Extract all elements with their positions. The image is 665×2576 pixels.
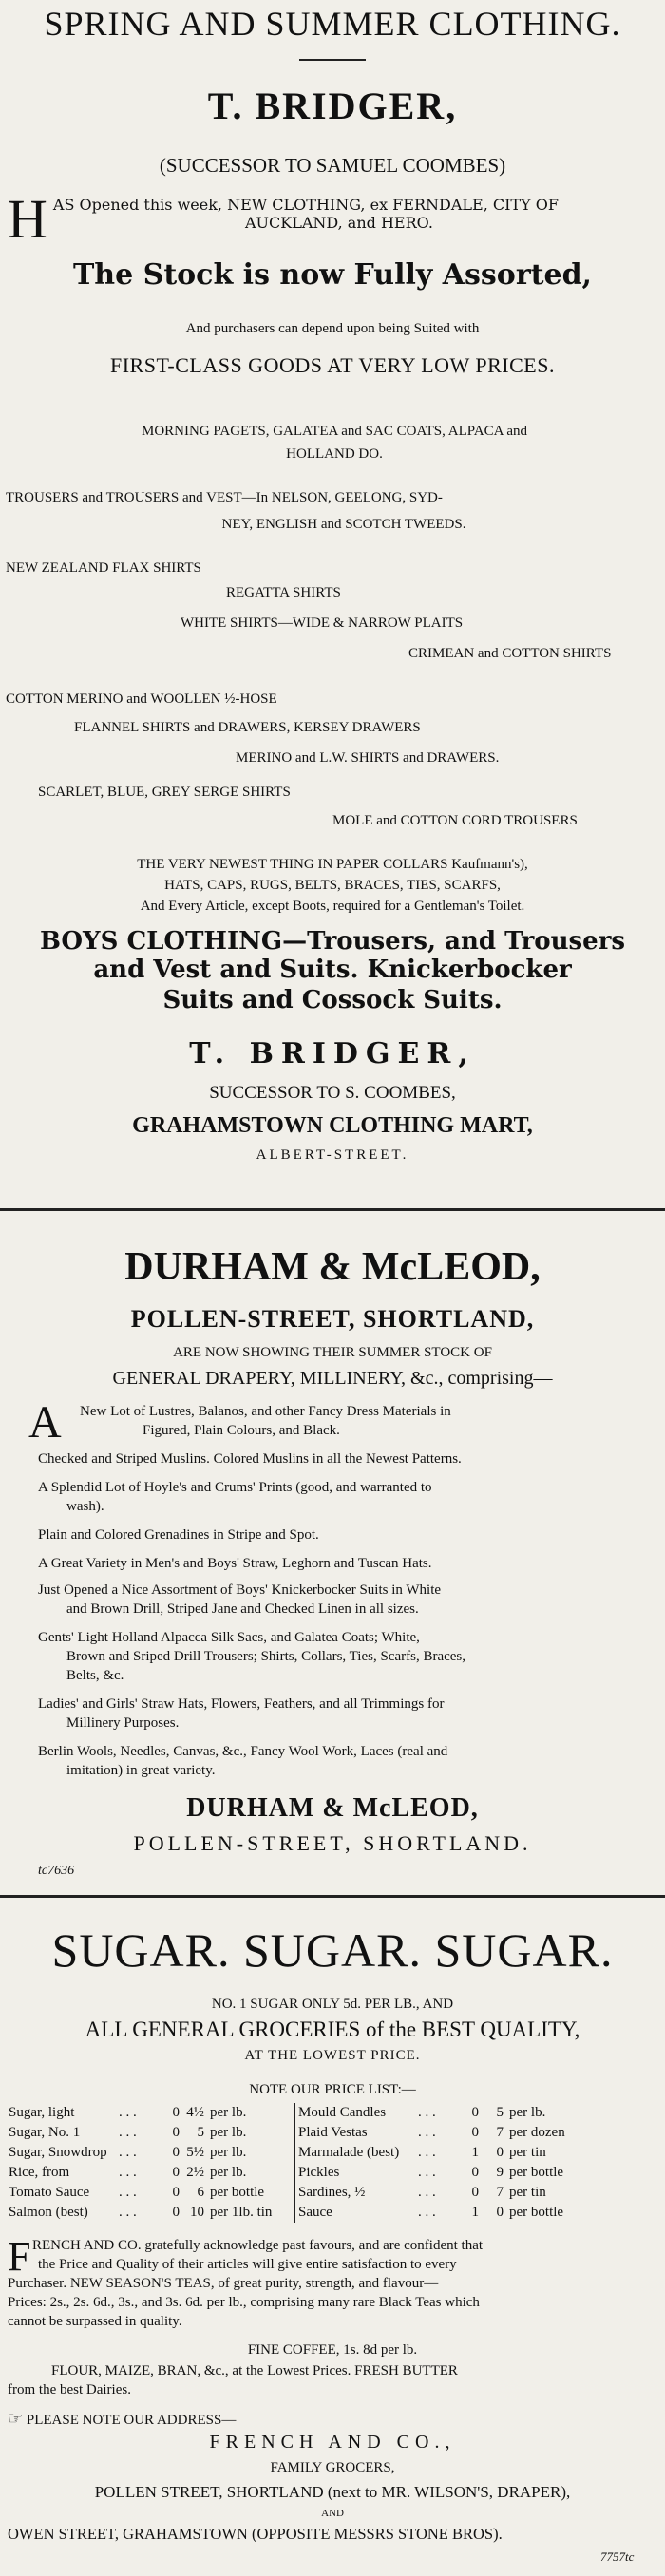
ad1-sig-name: T. BRIDGER, <box>189 1037 476 1070</box>
drop-cap: H <box>8 188 48 250</box>
address-note-text: PLEASE NOTE OUR ADDRESS— <box>26 2413 237 2428</box>
ad1-boys-2: and Vest and Suits. Knickerbocker <box>93 956 572 984</box>
price-cell: Plaid Vestas <box>295 2123 416 2143</box>
column-rule <box>0 1208 665 1211</box>
ad1-newest-3: And Every Article, except Boots, required for a Gentleman's Toilet. <box>140 899 525 914</box>
price-cell: per lb. <box>509 2105 546 2120</box>
price-cell: per tin <box>509 2185 546 2200</box>
ad2-para: Millinery Purposes. <box>66 1715 180 1731</box>
ad2-para: wash). <box>66 1499 104 1514</box>
price-cell: Sugar, light <box>9 2105 75 2120</box>
ad1-item: NEW ZEALAND FLAX SHIRTS <box>6 560 201 576</box>
price-cell: 5 <box>197 2125 204 2140</box>
ad1-item: WHITE SHIRTS—WIDE & NARROW PLAITS <box>180 616 464 631</box>
price-cell: Salmon (best) <box>9 2205 88 2220</box>
price-row <box>6 2103 588 2123</box>
leader-dots: . . . <box>119 2105 137 2120</box>
ad2-general: GENERAL DRAPERY, MILLINERY, &c., comprising— <box>112 1368 553 1389</box>
ad2-sig-street: POLLEN-STREET, SHORTLAND. <box>133 1831 532 1855</box>
price-cell: per dozen <box>509 2125 565 2140</box>
price-cell: 0 <box>172 2165 180 2180</box>
ad2-para: Ladies' and Girls' Straw Hats, Flowers, Feathers, and all Trimmings for <box>38 1696 445 1712</box>
opened-line2: AUCKLAND, and HERO. <box>244 214 433 232</box>
ad1-item: TROUSERS and TROUSERS and VEST—In NELSON, GEELONG, SYD- <box>6 490 443 505</box>
ad1-item: CRIMEAN and COTTON SHIRTS <box>408 646 612 661</box>
ad2-para: Just Opened a Nice Assortment of Boys' Knickerbocker Suits in White <box>38 1582 442 1598</box>
leader-dots: . . . <box>119 2185 137 2200</box>
leader-dots: . . . <box>418 2205 436 2220</box>
ad1-item: MERINO and L.W. SHIRTS and DRAWERS. <box>236 750 500 766</box>
price-cell: Sardines, ½ <box>295 2183 416 2203</box>
price-cell: per lb. <box>210 2165 247 2180</box>
ad2-para: Gents' Light Holland Alpacca Silk Sacs, and Galatea Coats; White, <box>38 1630 420 1645</box>
ad3-all-general: ALL GENERAL GROCERIES of the BEST QUALITY, <box>85 2017 580 2041</box>
ad1-first-class: FIRST-CLASS GOODS AT VERY LOW PRICES. <box>110 353 555 377</box>
price-cell: 5 <box>496 2105 504 2120</box>
price-row <box>6 2143 588 2163</box>
ad3-family: FAMILY GROCERS, <box>270 2460 395 2475</box>
price-cell: per bottle <box>509 2205 564 2220</box>
ad3-french: RENCH AND CO. gratefully acknowledge past favours, and are confident that <box>32 2238 484 2253</box>
ad2-para: Berlin Wools, Needles, Canvas, &c., Fancy Wool Work, Laces (real and <box>38 1744 448 1759</box>
ad2-para: Belts, &c. <box>66 1668 124 1683</box>
leader-dots: . . . <box>418 2125 436 2140</box>
price-cell: per bottle <box>210 2185 265 2200</box>
ad3-pollen: POLLEN STREET, SHORTLAND (next to MR. WILSON'S, DRAPER), <box>94 2483 571 2501</box>
ad1-sig-street: ALBERT-STREET. <box>256 1147 409 1163</box>
ad2-name: DURHAM & McLEOD, <box>124 1245 541 1289</box>
price-cell: Mould Candles <box>295 2103 416 2123</box>
ad2-ref: tc7636 <box>38 1864 75 1878</box>
price-cell: 0 <box>172 2145 180 2160</box>
ad3-french: Prices: 2s., 2s. 6d., 3s., and 3s. 6d. per lb., comprising many rare Black Teas which <box>8 2295 480 2310</box>
drop-cap: F <box>8 2233 31 2280</box>
ad3-and: AND <box>321 2508 344 2519</box>
price-cell: Sugar, Snowdrop <box>9 2145 107 2160</box>
price-cell: Rice, from <box>9 2165 70 2180</box>
price-cell: 0 <box>172 2185 180 2200</box>
ad1-opened <box>8 188 663 250</box>
price-cell: 1 <box>471 2205 479 2220</box>
ad1-heading: SPRING AND SUMMER CLOTHING. <box>44 5 621 43</box>
price-cell: 0 <box>172 2205 180 2220</box>
ad1-successor: (SUCCESSOR TO SAMUEL COOMBES) <box>159 154 506 177</box>
price-row <box>6 2183 588 2203</box>
ad3-heading: SUGAR. SUGAR. SUGAR. <box>51 1923 614 1977</box>
price-cell: 0 <box>471 2125 479 2140</box>
ad1-newest-1: THE VERY NEWEST THING IN PAPER COLLARS Kaufmann's), <box>137 857 528 872</box>
ad1-item: NEY, ENGLISH and SCOTCH TWEEDS. <box>221 517 466 532</box>
ad1-item: MORNING PAGETS, GALATEA and SAC COATS, ALPACA and <box>141 424 528 439</box>
ad1-item: MOLE and COTTON CORD TROUSERS <box>332 813 578 828</box>
column-rule <box>0 1895 665 1898</box>
price-cell: per 1lb. tin <box>210 2205 273 2220</box>
ad3-note: NOTE OUR PRICE LIST:— <box>249 2082 416 2097</box>
price-cell: 2½ <box>186 2165 204 2180</box>
drop-cap: A <box>28 1397 62 1448</box>
price-cell: 7 <box>496 2185 504 2200</box>
ad3-french: Purchaser. NEW SEASON'S TEAS, of great purity, strength, and flavour— <box>8 2276 439 2291</box>
leader-dots: . . . <box>119 2165 137 2180</box>
price-cell: 4½ <box>186 2105 204 2120</box>
ad2-para: Brown and Sriped Drill Trousers; Shirts, Collars, Ties, Scarfs, Braces, <box>66 1649 466 1664</box>
ad3-owen: OWEN STREET, GRAHAMSTOWN (OPPOSITE MESSRS STONE BROS). <box>8 2525 503 2543</box>
ad2-para: Checked and Striped Muslins. Colored Muslins in all the Newest Patterns. <box>38 1451 462 1467</box>
ad3-flour: FLOUR, MAIZE, BRAN, &c., at the Lowest Prices. FRESH BUTTER <box>51 2363 458 2378</box>
ad1-boys-1: BOYS CLOTHING—Trousers, and Trousers <box>39 927 626 956</box>
ad1-stock: The Stock is now Fully Assorted, <box>72 258 592 292</box>
ad3-coffee: FINE COFFEE, 1s. 8d per lb. <box>247 2342 418 2358</box>
divider <box>299 59 366 61</box>
ad1-item: COTTON MERINO and WOOLLEN ½-HOSE <box>6 691 277 707</box>
price-row <box>6 2123 588 2143</box>
price-cell: 6 <box>197 2185 204 2200</box>
price-cell: 0 <box>471 2185 479 2200</box>
ad2-para: Plain and Colored Grenadines in Stripe and Spot. <box>38 1527 319 1543</box>
leader-dots: . . . <box>418 2105 436 2120</box>
price-cell: 10 <box>190 2205 204 2220</box>
price-cell: 0 <box>172 2105 180 2120</box>
ad2-showing: ARE NOW SHOWING THEIR SUMMER STOCK OF <box>173 1345 492 1360</box>
price-cell: 0 <box>471 2105 479 2120</box>
price-cell: 0 <box>496 2145 504 2160</box>
price-cell: Sauce <box>295 2203 416 2223</box>
price-cell: per tin <box>509 2145 546 2160</box>
leader-dots: . . . <box>119 2125 137 2140</box>
price-cell: Marmalade (best) <box>295 2143 416 2163</box>
price-cell: Pickles <box>295 2163 416 2183</box>
price-cell: Sugar, No. 1 <box>9 2125 81 2140</box>
leader-dots: . . . <box>418 2145 436 2160</box>
ad1-purchasers: And purchasers can depend upon being Suited with <box>185 321 480 336</box>
ad1-sig-mart: GRAHAMSTOWN CLOTHING MART, <box>132 1113 533 1138</box>
price-cell: 0 <box>471 2165 479 2180</box>
leader-dots: . . . <box>119 2205 137 2220</box>
price-cell: per lb. <box>210 2125 247 2140</box>
leader-dots: . . . <box>418 2165 436 2180</box>
ad3-french: cannot be surpassed in quality. <box>8 2314 182 2329</box>
ad3-firm: FRENCH AND CO., <box>209 2432 456 2453</box>
ad3-address-note <box>8 2409 236 2429</box>
price-cell: 1 <box>471 2145 479 2160</box>
price-cell: 0 <box>172 2125 180 2140</box>
ad3-dairies: from the best Dairies. <box>8 2382 131 2397</box>
price-cell: per lb. <box>210 2105 247 2120</box>
price-cell: 0 <box>496 2205 504 2220</box>
ad2-street: POLLEN-STREET, SHORTLAND, <box>130 1305 535 1333</box>
ad1-item: FLANNEL SHIRTS and DRAWERS, KERSEY DRAWERS <box>74 720 421 735</box>
ad2-para: Figured, Plain Colours, and Black. <box>142 1423 340 1438</box>
ad2-sig-name: DURHAM & McLEOD, <box>186 1793 479 1823</box>
price-cell: 5½ <box>186 2145 204 2160</box>
ad3-french: the Price and Quality of their articles will give entire satisfaction to every <box>38 2257 457 2272</box>
ad1-item: REGATTA SHIRTS <box>226 585 341 600</box>
price-cell: 7 <box>496 2125 504 2140</box>
leader-dots: . . . <box>119 2145 137 2160</box>
price-row <box>6 2163 588 2183</box>
ad1-sig-successor: SUCCESSOR TO S. COOMBES, <box>209 1083 456 1103</box>
ad1-boys-3: Suits and Cossock Suits. <box>162 986 503 1014</box>
leader-dots: . . . <box>418 2185 436 2200</box>
opened-line1: AS Opened this week, NEW CLOTHING, ex FERNDALE, CITY OF <box>52 196 559 214</box>
price-cell: 9 <box>496 2165 504 2180</box>
ad2-para: A Splendid Lot of Hoyle's and Crums' Prints (good, and warranted to <box>38 1480 432 1495</box>
ad2-para: and Brown Drill, Striped Jane and Checked Linen in all sizes. <box>66 1601 419 1617</box>
price-cell: Tomato Sauce <box>9 2185 90 2200</box>
price-cell: per lb. <box>210 2145 247 2160</box>
ad1-newest-2: HATS, CAPS, RUGS, BELTS, BRACES, TIES, SCARFS, <box>164 878 501 893</box>
price-list <box>6 2103 588 2223</box>
ad3-no1: NO. 1 SUGAR ONLY 5d. PER LB., AND <box>211 1997 454 2012</box>
ad1-item: SCARLET, BLUE, GREY SERGE SHIRTS <box>38 785 291 800</box>
ad3-lowest: AT THE LOWEST PRICE. <box>244 2048 421 2063</box>
price-table <box>6 2103 588 2223</box>
ad1-item: HOLLAND DO. <box>286 446 383 462</box>
price-cell: per bottle <box>509 2165 564 2180</box>
ad2-para: New Lot of Lustres, Balanos, and other Fancy Dress Materials in <box>80 1404 451 1419</box>
price-row <box>6 2203 588 2223</box>
ad2-para: A Great Variety in Men's and Boys' Straw, Leghorn and Tuscan Hats. <box>38 1556 432 1571</box>
ad1-name: T. BRIDGER, <box>207 85 458 127</box>
ad2-para: imitation) in great variety. <box>66 1763 216 1778</box>
ad3-ref: 7757tc <box>600 2549 635 2564</box>
pointing-hand-icon: ☞ <box>8 2409 24 2428</box>
